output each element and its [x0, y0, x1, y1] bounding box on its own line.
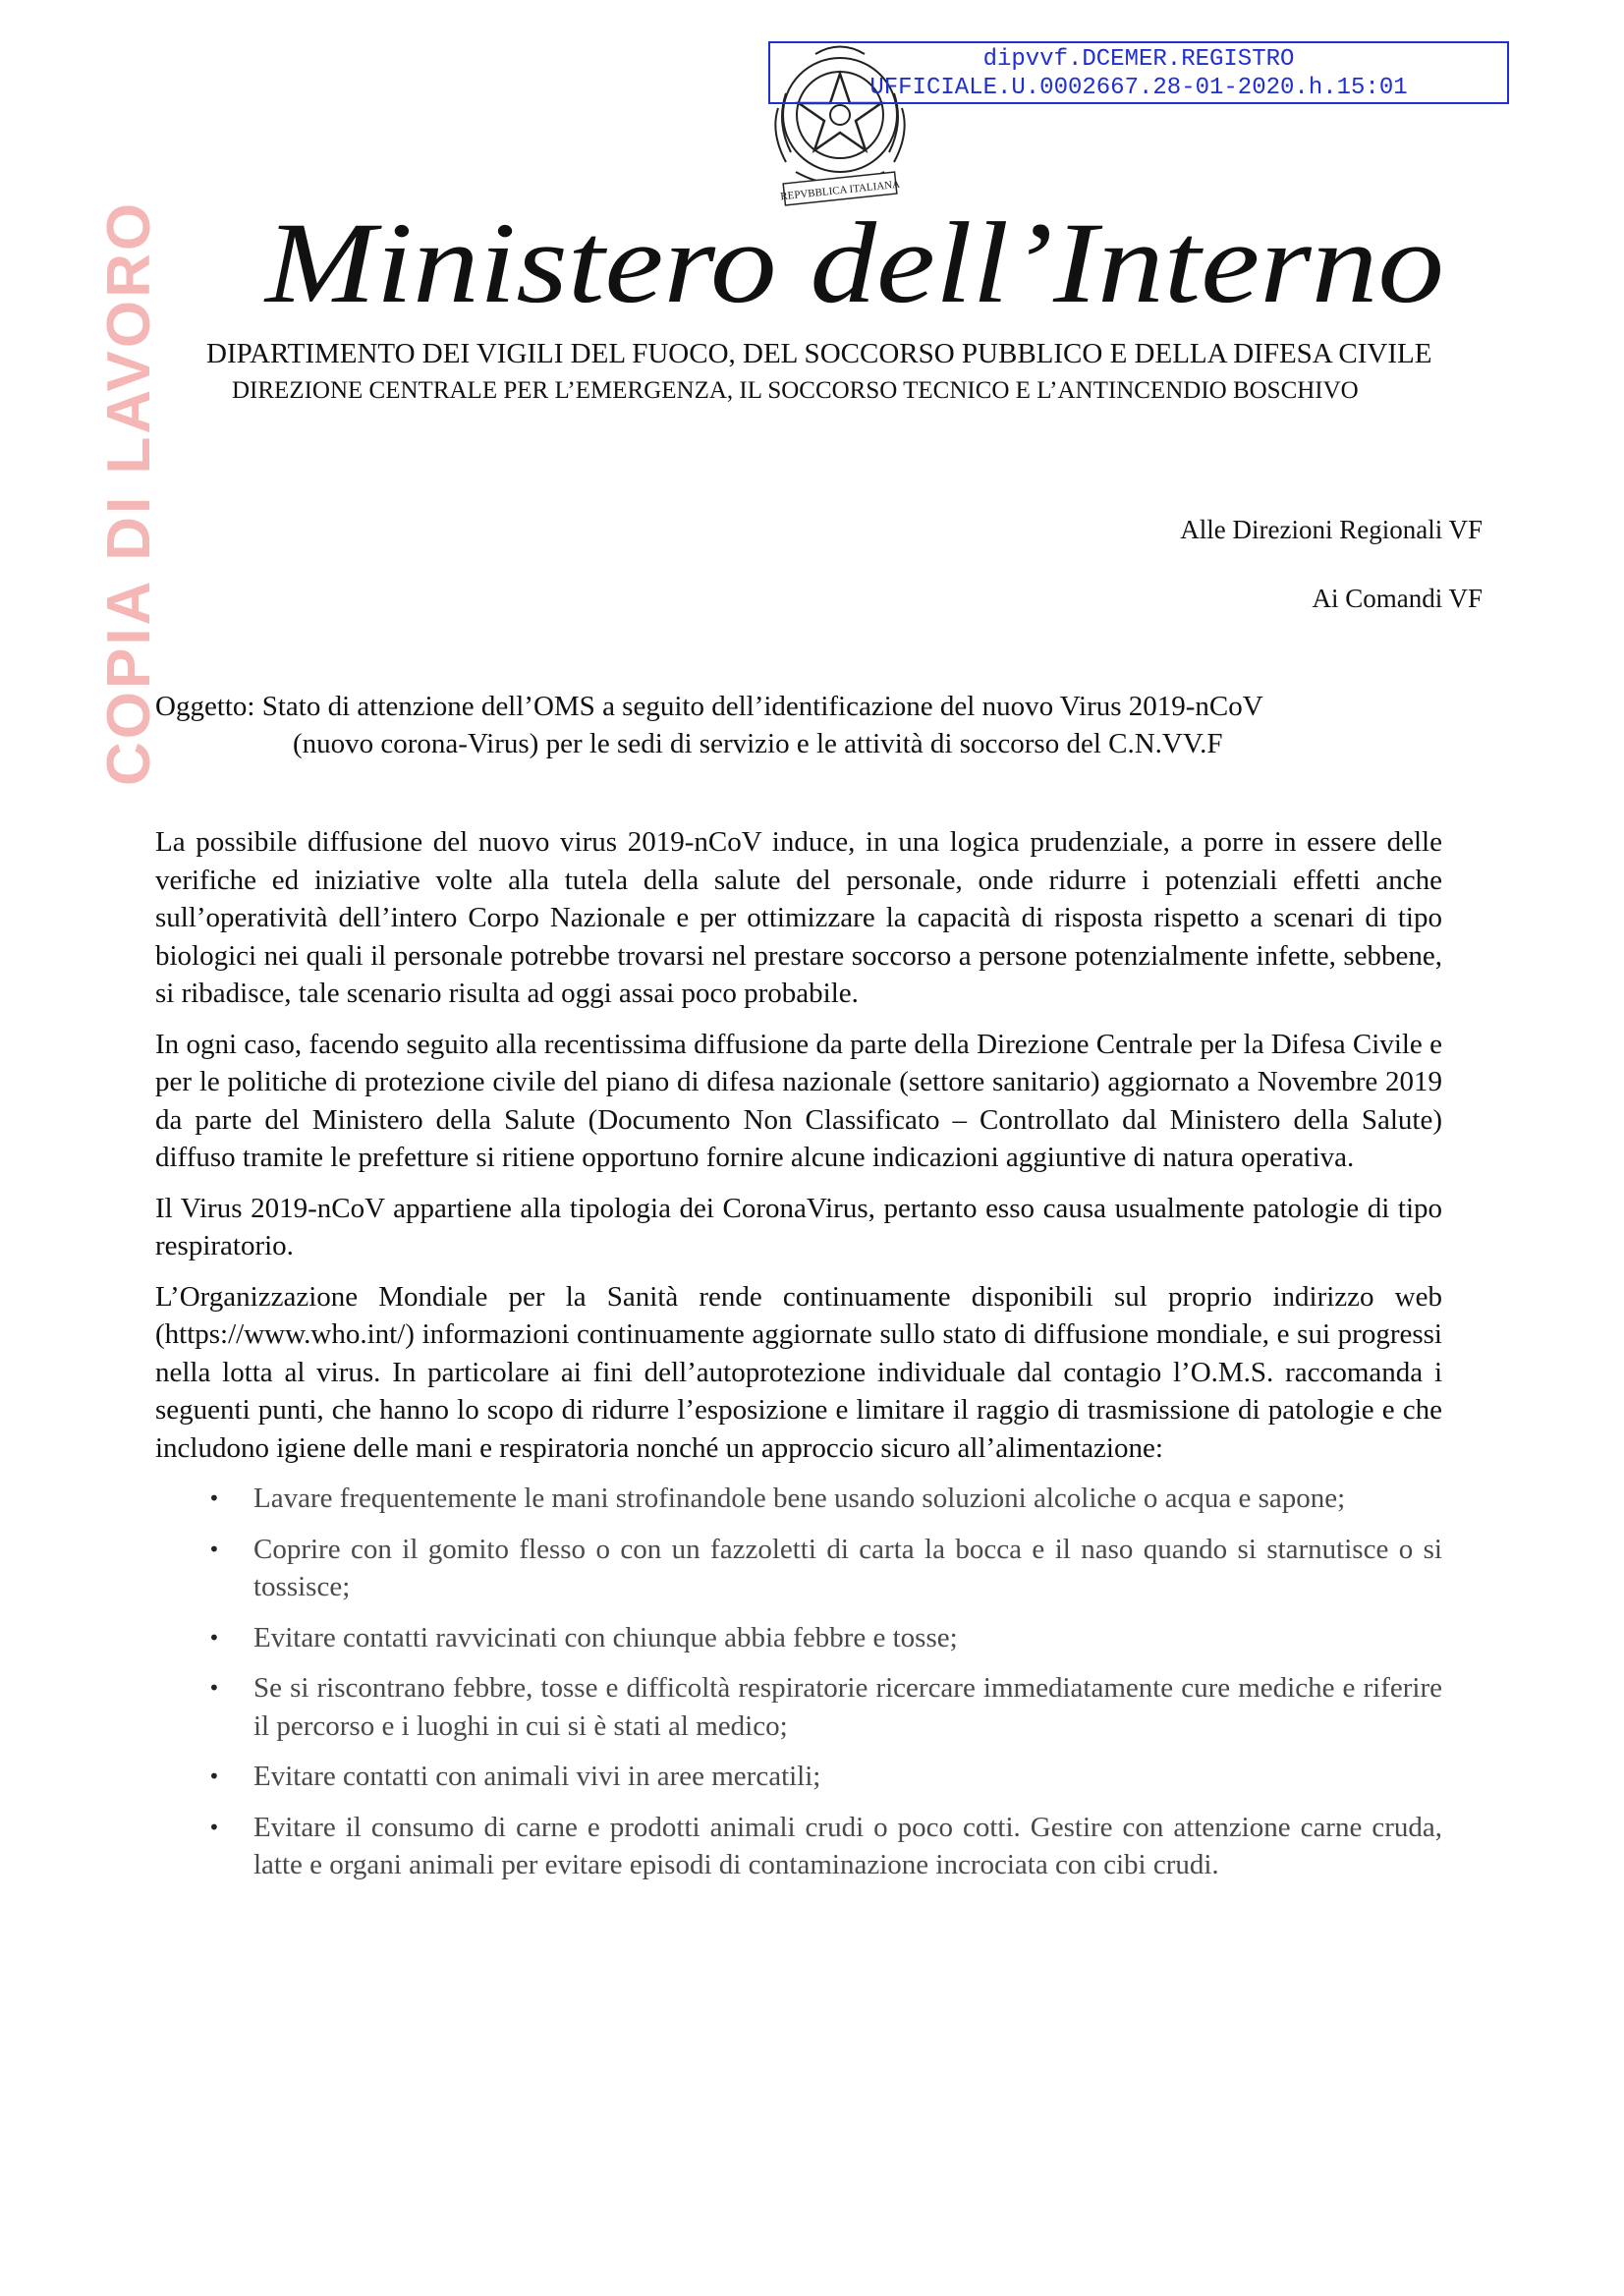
directorate-heading: DIREZIONE CENTRALE PER L’EMERGENZA, IL SOCCORSO TECNICO E L’ANTINCENDIO BOSCHIVO	[232, 377, 1359, 404]
list-item	[155, 1531, 1442, 1606]
list-item	[155, 1619, 1442, 1657]
list-item-text: Coprire con il gomito flesso o con un fazzoletti di carta la bocca e il naso quando si starnutisce o si tossisce;	[253, 1533, 1442, 1602]
recipient-commands: Ai Comandi VF	[1312, 584, 1483, 613]
recipients-block	[1180, 513, 1483, 650]
list-item-text: Evitare contatti con animali vivi in aree mercatili;	[253, 1761, 821, 1792]
list-item-text: Evitare contatti ravvicinati con chiunque abbia febbre e tosse;	[253, 1621, 958, 1653]
list-item-text: Evitare il consumo di carne e prodotti animali crudi o poco cotti. Gestire con attenzione carne cruda, latte e organi animali per evitare episodi di contaminazione incrociata con cibi crudi.	[253, 1811, 1442, 1880]
svg-text:REPVBBLICA ITALIANA: REPVBBLICA ITALIANA	[779, 178, 901, 203]
protocol-registry-line: dipvvf.DCEMER.REGISTRO	[982, 46, 1295, 73]
paragraph-who-recommendations: L’Organizzazione Mondiale per la Sanità rende continuamente disponibili sul proprio indirizzo web (https://www.who.int/) informazioni continuamente aggiornate sullo stato di diffusione mondiale, e sui progressi nella lotta al virus. In particolare ai fini dell’autoprotezione individuale dal contagio l’O.M.S. raccomanda i seguenti punti, che hanno lo scopo di ridurre l’esposizione e limitare il raggio di trasmissione di patologie e che includono igiene delle mani e respiratoria nonché un approccio sicuro all’alimentazione:	[155, 1280, 1442, 1464]
list-item	[155, 1480, 1442, 1518]
copy-watermark	[95, 108, 163, 786]
watermark-text: COPIA DI LAVORO	[95, 199, 163, 786]
paragraph-national-plan: In ogni caso, facendo seguito alla recentissima diffusione da parte della Direzione Centrale per la Difesa Civile e per le politiche di protezione civile del piano di difesa nazionale (settore sanitario) aggiornato a Novembre 2019 da parte del Ministero della Salute (Documento Non Classificato – Controllato dal Ministero della Salute) diffuso tramite le prefetture si ritiene opportuno fornire alcune indicazioni aggiuntive di natura operativa.	[155, 1028, 1442, 1173]
department-heading: DIPARTIMENTO DEI VIGILI DEL FUOCO, DEL SOCCORSO PUBBLICO E DELLA DIFESA CIVILE	[206, 338, 1432, 369]
subject-line-1: Oggetto: Stato di attenzione dell’OMS a seguito dell’identificazione del nuovo Virus 2019-nCoV	[155, 691, 1263, 722]
recommendations-list	[155, 1480, 1442, 1884]
bullet-icon: •	[208, 1764, 220, 1788]
subject-line-2: (nuovo corona-Virus) per le sedi di servizio e le attività di soccorso del C.N.VV.F	[293, 728, 1223, 759]
bullet-icon: •	[208, 1676, 220, 1700]
paragraph-virus-type: Il Virus 2019-nCoV appartiene alla tipologia dei CoronaVirus, pertanto esso causa usualmente patologie di tipo respiratorio.	[155, 1192, 1442, 1261]
svg-text:Ministero dell’Interno: Ministero dell’Interno	[262, 198, 1444, 327]
bullet-icon: •	[208, 1537, 220, 1561]
list-item	[155, 1758, 1442, 1796]
list-item	[155, 1669, 1442, 1745]
protocol-stamp	[768, 41, 1509, 104]
list-item-text: Lavare frequentemente le mani strofinandole bene usando soluzioni alcoliche o acqua e sapone;	[253, 1483, 1346, 1514]
subject-block	[155, 688, 1452, 762]
bullet-icon: •	[208, 1486, 220, 1510]
ministry-logo	[246, 192, 1464, 339]
paragraph-intro: La possibile diffusione del nuovo virus 2019-nCoV induce, in una logica prudenziale, a porre in essere delle verifiche ed iniziative volte alla tutela della salute del personale, onde ridurre i potenziali effetti anche sull’operatività dell’intero Corpo Nazionale e per ottimizzare la capacità di risposta rispetto a scenari di tipo biologici nei quali il personale potrebbe trovarsi nel prestare soccorso a persone potenzialmente infette, sebbene, si ribadisce, tale scenario risulta ad oggi assai poco probabile.	[155, 826, 1442, 1009]
list-item-text: Se si riscontrano febbre, tosse e difficoltà respiratorie ricercare immediatamente cure mediche e riferire il percorso e i luoghi in cui si è stati al medico;	[253, 1672, 1442, 1742]
letter-body	[155, 823, 1442, 1897]
recipient-regional-directorates: Alle Direzioni Regionali VF	[1180, 515, 1483, 544]
protocol-number-line: UFFICIALE.U.0002667.28-01-2020.h.15:01	[869, 75, 1408, 101]
list-item	[155, 1809, 1442, 1884]
bullet-icon: •	[208, 1815, 220, 1839]
bullet-icon: •	[208, 1625, 220, 1650]
